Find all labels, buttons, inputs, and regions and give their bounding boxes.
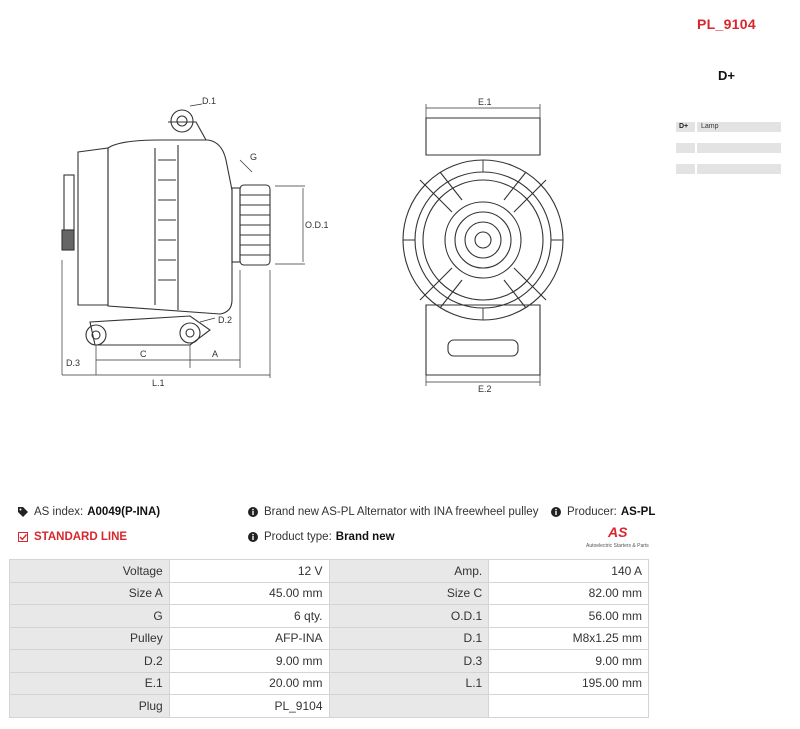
plug-key: D+ <box>676 122 695 132</box>
spec-value: 6 qty. <box>169 605 329 628</box>
spec-value: 20.00 mm <box>169 672 329 695</box>
spec-label: D.3 <box>329 650 489 673</box>
spec-label: Plug <box>10 695 170 718</box>
spec-label: Pulley <box>10 627 170 650</box>
check-box-icon <box>18 532 28 542</box>
logo-mark: AS <box>608 524 628 540</box>
spec-label: L.1 <box>329 672 489 695</box>
label-e2: E.2 <box>478 384 492 394</box>
spec-value: PL_9104 <box>169 695 329 718</box>
spec-label: G <box>10 605 170 628</box>
spec-label: Size C <box>329 582 489 605</box>
spec-value: 140 A <box>489 560 649 583</box>
label-d3: D.3 <box>66 358 81 368</box>
logo-subtitle: Autoelectric Starters & Parts <box>586 543 649 549</box>
plug-title: D+ <box>718 68 735 83</box>
table-row <box>10 605 649 628</box>
tag-icon <box>18 507 28 517</box>
table-row <box>10 650 649 673</box>
table-row <box>10 560 649 583</box>
label-d1: D.1 <box>202 96 217 106</box>
label-g: G <box>250 152 258 162</box>
description <box>248 506 538 518</box>
table-row <box>10 672 649 695</box>
table-row <box>10 695 649 718</box>
spec-label: O.D.1 <box>329 605 489 628</box>
info-icon <box>248 507 258 517</box>
spec-label: Voltage <box>10 560 170 583</box>
spec-value: 195.00 mm <box>489 672 649 695</box>
spec-value: AFP-INA <box>169 627 329 650</box>
spec-value: 45.00 mm <box>169 582 329 605</box>
spec-value: 9.00 mm <box>169 650 329 673</box>
info-icon <box>248 532 258 542</box>
spec-label: Size A <box>10 582 170 605</box>
plug-value: Lamp <box>697 122 781 132</box>
label-d2: D.2 <box>218 315 233 325</box>
label-od1: O.D.1 <box>305 220 329 230</box>
producer-label: Producer: <box>567 506 617 518</box>
label-e1: E.1 <box>478 97 492 107</box>
standard-line <box>18 531 127 543</box>
as-index-label: AS index: <box>34 506 84 518</box>
spec-label: D.2 <box>10 650 170 673</box>
label-a: A <box>212 349 219 359</box>
spec-value: 9.00 mm <box>489 650 649 673</box>
table-row <box>10 627 649 650</box>
as-pl-logo <box>586 524 650 554</box>
spec-label: D.1 <box>329 627 489 650</box>
front-view <box>403 104 563 386</box>
as-index <box>18 506 160 518</box>
spec-value: 82.00 mm <box>489 582 649 605</box>
spec-label: Amp. <box>329 560 489 583</box>
producer-value: AS-PL <box>620 506 656 518</box>
part-code: PL_9104 <box>697 16 756 32</box>
spec-label: E.1 <box>10 672 170 695</box>
product-type-value: Brand new <box>335 531 395 543</box>
product-type <box>248 531 395 543</box>
spec-value: 56.00 mm <box>489 605 649 628</box>
product-type-label: Product type: <box>264 531 332 543</box>
standard-line-label: STANDARD LINE <box>34 531 128 543</box>
label-l1: L.1 <box>152 378 165 388</box>
specs-table <box>9 559 649 718</box>
spec-label <box>329 695 489 718</box>
side-view <box>62 104 305 378</box>
spec-value: 12 V <box>169 560 329 583</box>
description-text: Brand new AS-PL Alternator with INA freewheel pulley <box>264 506 539 518</box>
producer <box>551 506 655 518</box>
label-c: C <box>140 349 147 359</box>
info-icon <box>551 507 561 517</box>
spec-value <box>489 695 649 718</box>
table-row <box>10 582 649 605</box>
spec-value: M8x1.25 mm <box>489 627 649 650</box>
as-index-value: A0049(P-INA) <box>87 506 161 518</box>
